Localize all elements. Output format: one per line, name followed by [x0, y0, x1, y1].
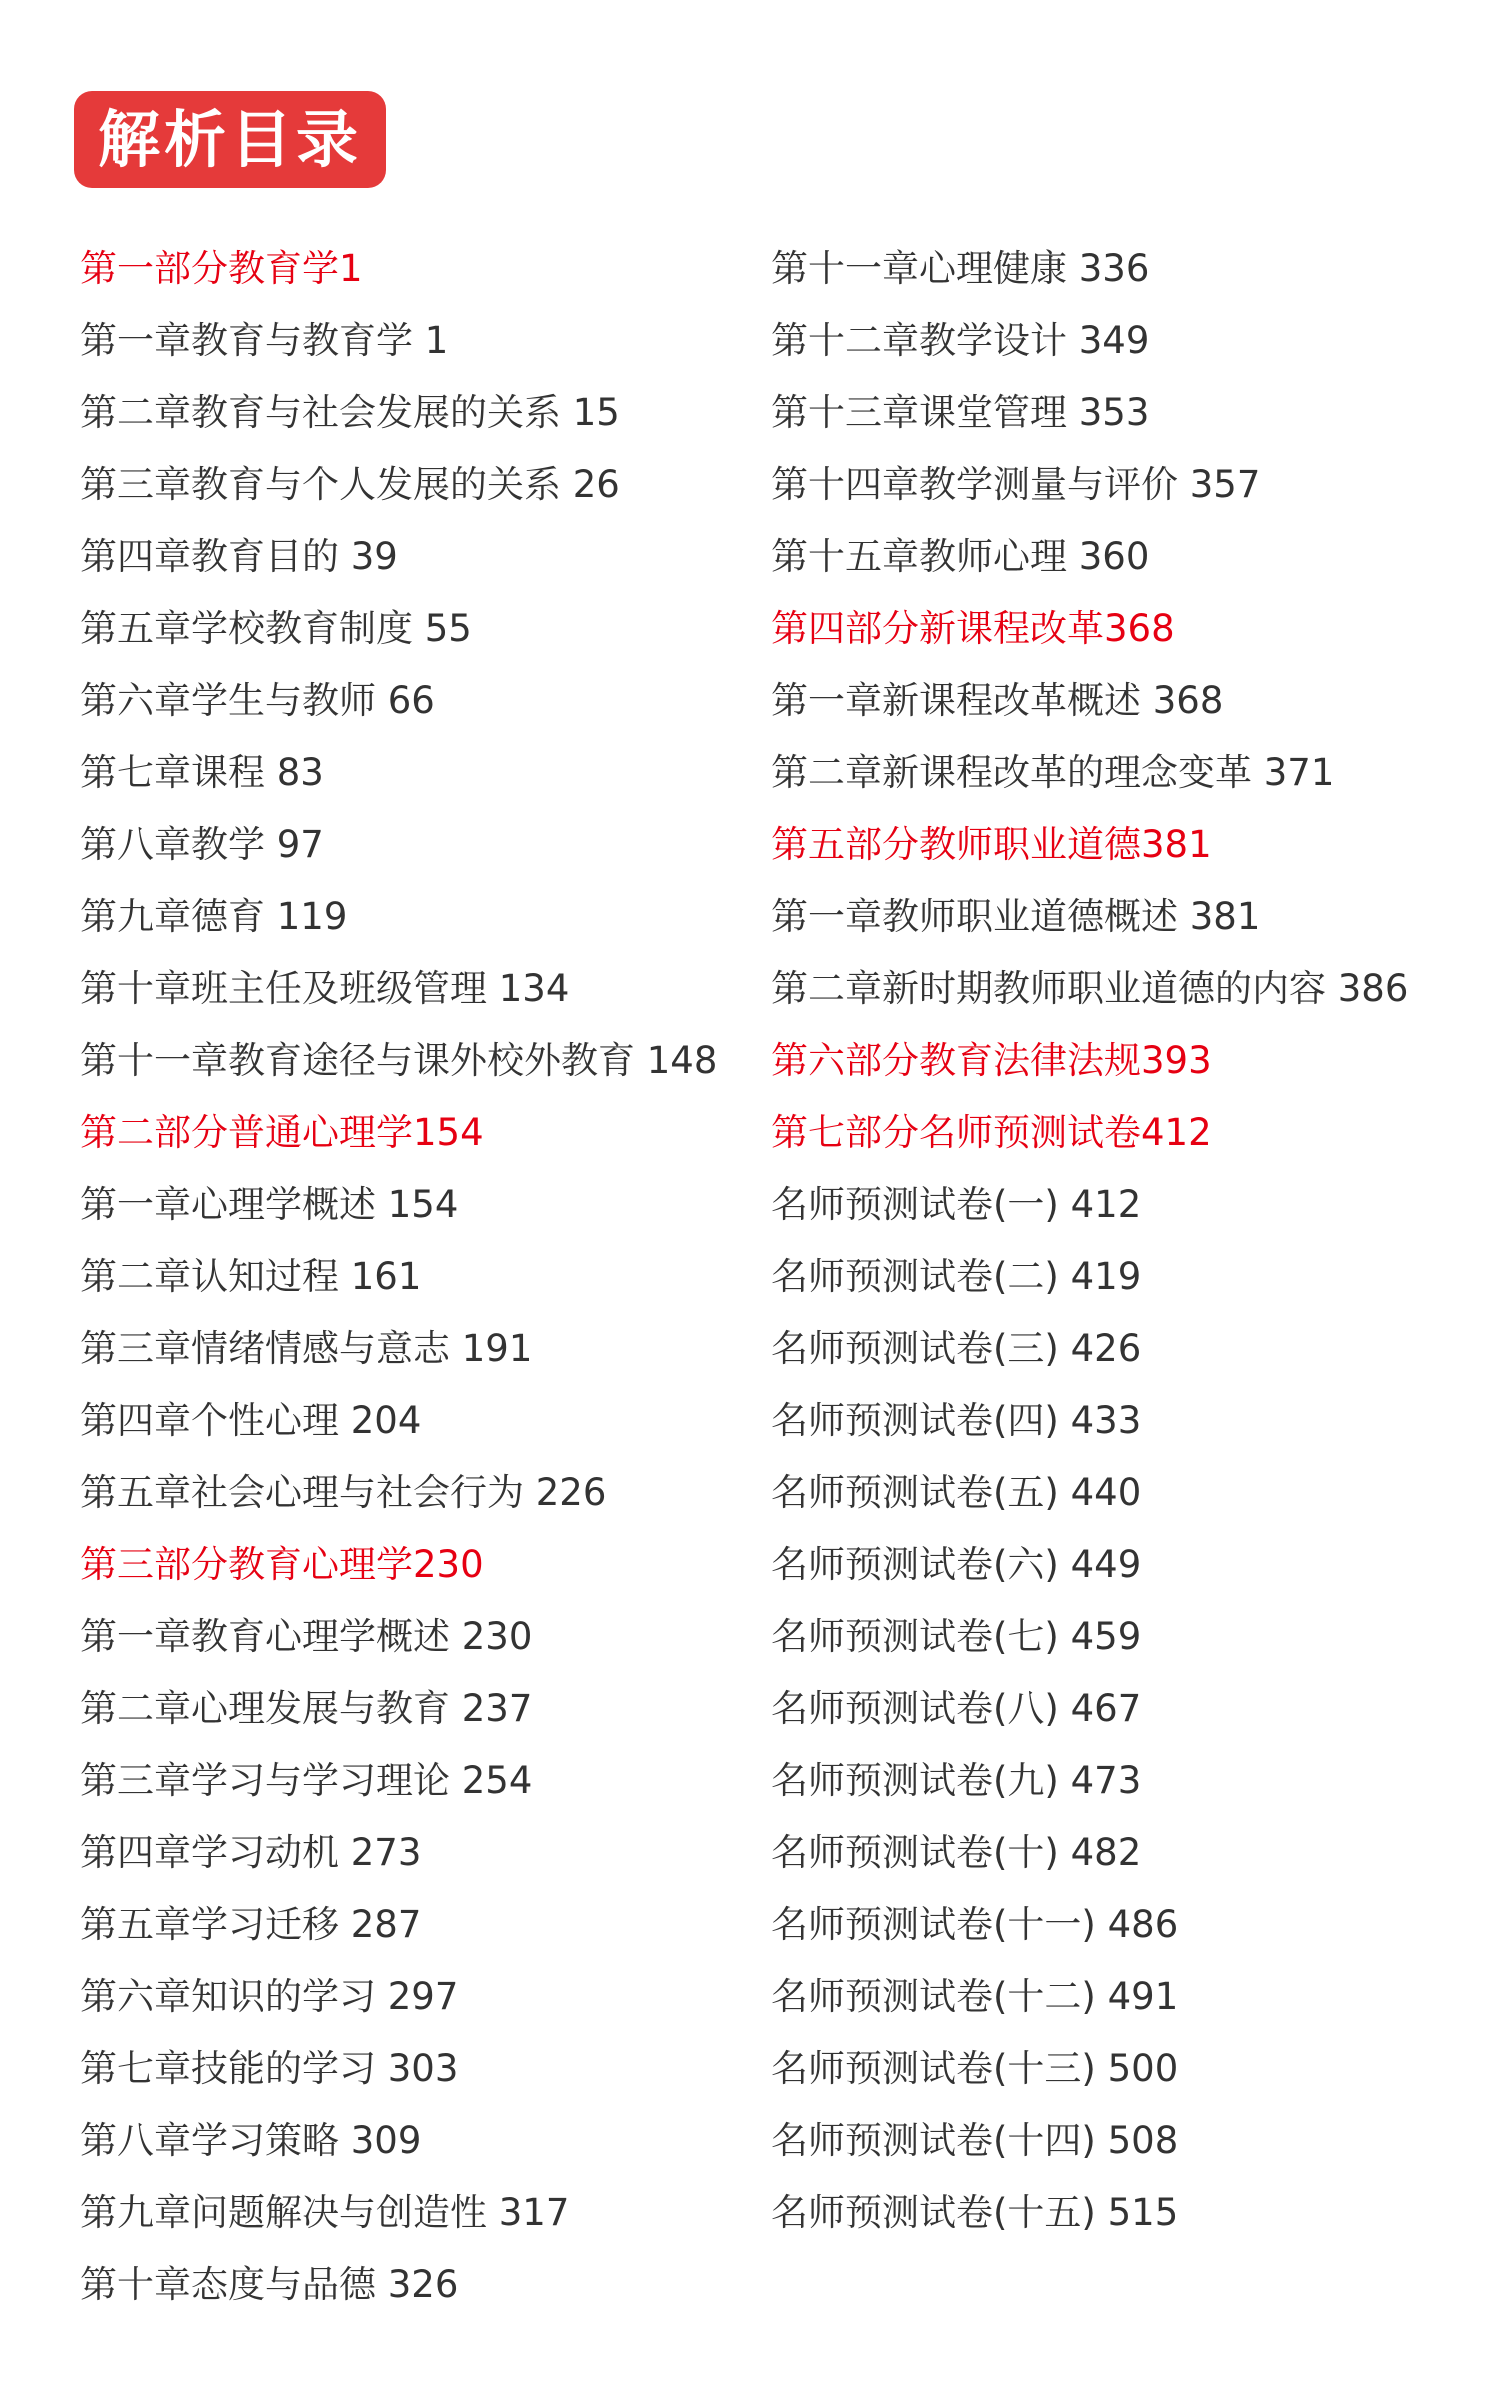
toc-right-column	[771, 233, 1471, 2249]
toc-chapter-entry: 第十五章教师心理 360	[771, 535, 1150, 578]
toc-chapter-entry: 第三章情绪情感与意志 191	[80, 1327, 533, 1370]
toc-chapter-entry: 第一章心理学概述 154	[80, 1183, 459, 1226]
toc-chapter-entry: 第九章问题解决与创造性 317	[80, 2191, 570, 2234]
toc-chapter-entry: 名师预测试卷(六) 449	[771, 1543, 1142, 1586]
toc-chapter-entry: 名师预测试卷(七) 459	[771, 1615, 1142, 1658]
toc-chapter-entry: 第五章学校教育制度 55	[80, 607, 472, 650]
toc-chapter-entry: 第八章教学 97	[80, 823, 324, 866]
toc-chapter-entry: 名师预测试卷(十四) 508	[771, 2119, 1179, 2162]
toc-chapter-entry: 第二章心理发展与教育 237	[80, 1687, 533, 1730]
toc-chapter-entry: 第三章学习与学习理论 254	[80, 1759, 533, 1802]
toc-chapter-entry: 第五章学习迁移 287	[80, 1903, 422, 1946]
toc-chapter-entry: 第七章技能的学习 303	[80, 2047, 459, 2090]
toc-chapter-entry: 第十一章心理健康 336	[771, 247, 1150, 290]
toc-chapter-entry: 第九章德育 119	[80, 895, 348, 938]
toc-chapter-entry: 名师预测试卷(一) 412	[771, 1183, 1142, 1226]
toc-chapter-entry: 名师预测试卷(九) 473	[771, 1759, 1142, 1802]
toc-left-column	[80, 233, 740, 2321]
toc-chapter-entry: 第四章学习动机 273	[80, 1831, 422, 1874]
toc-chapter-entry: 第八章学习策略 309	[80, 2119, 422, 2162]
toc-chapter-entry: 第四章个性心理 204	[80, 1399, 422, 1442]
toc-chapter-entry: 第六章知识的学习 297	[80, 1975, 459, 2018]
toc-chapter-entry: 第五章社会心理与社会行为 226	[80, 1471, 607, 1514]
toc-chapter-entry: 第一章教育心理学概述 230	[80, 1615, 533, 1658]
toc-chapter-entry: 第二章教育与社会发展的关系 15	[80, 391, 620, 434]
toc-chapter-entry: 名师预测试卷(十三) 500	[771, 2047, 1179, 2090]
toc-chapter-entry: 第二章认知过程 161	[80, 1255, 422, 1298]
toc-chapter-entry: 第十章态度与品德 326	[80, 2263, 459, 2306]
toc-part-heading: 第三部分教育心理学230	[80, 1543, 484, 1586]
toc-part-heading: 第四部分新课程改革368	[771, 607, 1175, 650]
toc-part-heading: 第二部分普通心理学154	[80, 1111, 484, 1154]
toc-chapter-entry: 名师预测试卷(二) 419	[771, 1255, 1142, 1298]
page-title: 解析目录	[74, 91, 386, 188]
toc-chapter-entry: 名师预测试卷(四) 433	[771, 1399, 1142, 1442]
toc-chapter-entry: 第一章教育与教育学 1	[80, 319, 449, 362]
toc-chapter-entry: 第六章学生与教师 66	[80, 679, 435, 722]
toc-chapter-entry: 第四章教育目的 39	[80, 535, 398, 578]
toc-chapter-entry: 名师预测试卷(十五) 515	[771, 2191, 1179, 2234]
toc-chapter-entry: 第十四章教学测量与评价 357	[771, 463, 1261, 506]
toc-part-heading: 第七部分名师预测试卷412	[771, 1111, 1212, 1154]
toc-chapter-entry: 第七章课程 83	[80, 751, 324, 794]
toc-chapter-entry: 名师预测试卷(十二) 491	[771, 1975, 1179, 2018]
toc-chapter-entry: 名师预测试卷(三) 426	[771, 1327, 1142, 1370]
toc-chapter-entry: 第二章新课程改革的理念变革 371	[771, 751, 1335, 794]
toc-chapter-entry: 第十三章课堂管理 353	[771, 391, 1150, 434]
toc-chapter-entry: 名师预测试卷(十一) 486	[771, 1903, 1179, 1946]
toc-part-heading: 第五部分教师职业道德381	[771, 823, 1212, 866]
toc-chapter-entry: 名师预测试卷(十) 482	[771, 1831, 1142, 1874]
toc-chapter-entry: 第一章新课程改革概述 368	[771, 679, 1224, 722]
toc-part-heading: 第六部分教育法律法规393	[771, 1039, 1212, 1082]
toc-chapter-entry: 第三章教育与个人发展的关系 26	[80, 463, 620, 506]
toc-part-heading: 第一部分教育学1	[80, 247, 363, 290]
toc-chapter-entry: 名师预测试卷(五) 440	[771, 1471, 1142, 1514]
toc-chapter-entry: 第十一章教育途径与课外校外教育 148	[80, 1039, 718, 1082]
toc-chapter-entry: 第十二章教学设计 349	[771, 319, 1150, 362]
toc-chapter-entry: 第十章班主任及班级管理 134	[80, 967, 570, 1010]
toc-chapter-entry: 名师预测试卷(八) 467	[771, 1687, 1142, 1730]
toc-chapter-entry: 第一章教师职业道德概述 381	[771, 895, 1261, 938]
toc-chapter-entry: 第二章新时期教师职业道德的内容 386	[771, 967, 1409, 1010]
